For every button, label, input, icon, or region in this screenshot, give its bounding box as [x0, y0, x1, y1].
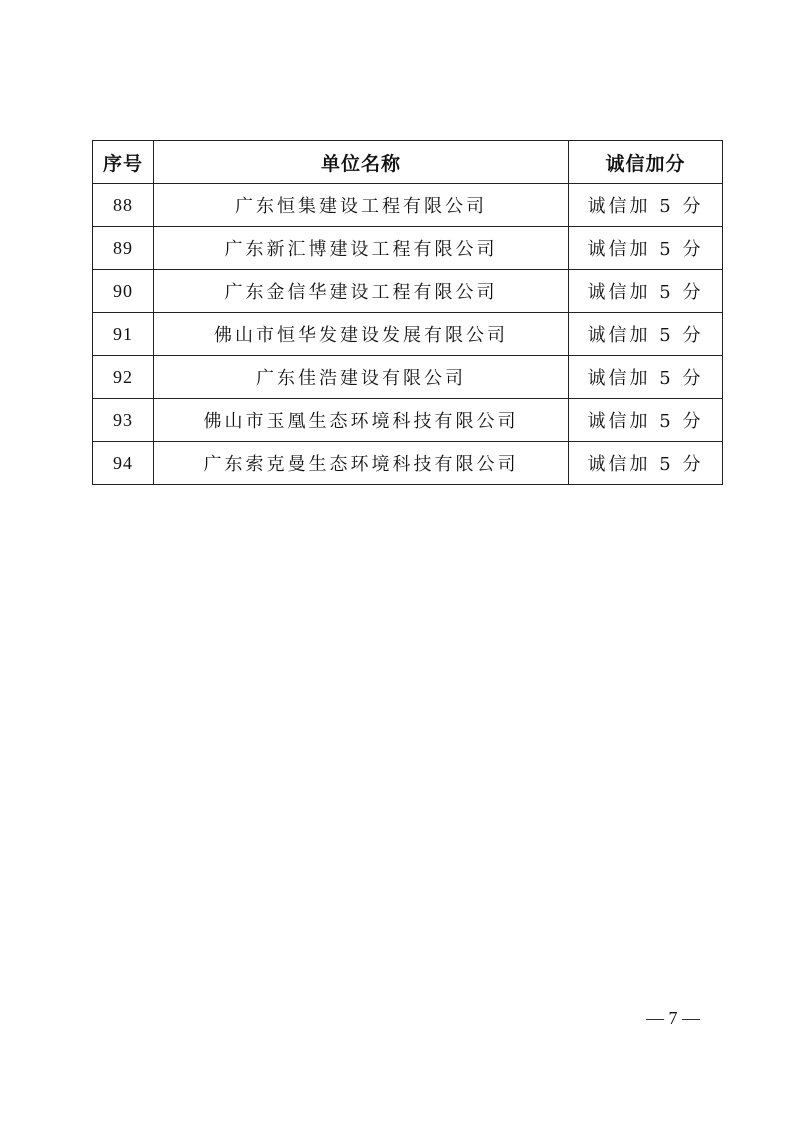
- header-bonus: 诚信加分: [569, 141, 723, 184]
- row-company: 广东金信华建设工程有限公司: [154, 270, 569, 313]
- row-index: 90: [93, 270, 154, 313]
- row-company: 广东索克曼生态环境科技有限公司: [154, 442, 569, 485]
- row-index: 94: [93, 442, 154, 485]
- row-index: 88: [93, 184, 154, 227]
- table-row: [93, 270, 723, 313]
- header-company: 单位名称: [154, 141, 569, 184]
- row-index: 91: [93, 313, 154, 356]
- table-row: [93, 313, 723, 356]
- header-index: 序号: [93, 141, 154, 184]
- row-company: 广东佳浩建设有限公司: [154, 356, 569, 399]
- row-index: 92: [93, 356, 154, 399]
- table-row: [93, 184, 723, 227]
- table-row: [93, 356, 723, 399]
- row-bonus: 诚信加 5 分: [569, 313, 723, 356]
- table-row: [93, 227, 723, 270]
- row-company: 广东恒集建设工程有限公司: [154, 184, 569, 227]
- row-company: 佛山市玉凰生态环境科技有限公司: [154, 399, 569, 442]
- row-bonus: 诚信加 5 分: [569, 270, 723, 313]
- row-index: 93: [93, 399, 154, 442]
- page-number: — 7 —: [646, 1008, 700, 1028]
- table-row: [93, 442, 723, 485]
- row-bonus: 诚信加 5 分: [569, 356, 723, 399]
- table-row: [93, 399, 723, 442]
- row-bonus: 诚信加 5 分: [569, 227, 723, 270]
- table-header-row: [93, 141, 723, 184]
- row-company: 佛山市恒华发建设发展有限公司: [154, 313, 569, 356]
- row-bonus: 诚信加 5 分: [569, 184, 723, 227]
- row-bonus: 诚信加 5 分: [569, 399, 723, 442]
- row-bonus: 诚信加 5 分: [569, 442, 723, 485]
- row-company: 广东新汇博建设工程有限公司: [154, 227, 569, 270]
- row-index: 89: [93, 227, 154, 270]
- integrity-score-table: [92, 140, 723, 485]
